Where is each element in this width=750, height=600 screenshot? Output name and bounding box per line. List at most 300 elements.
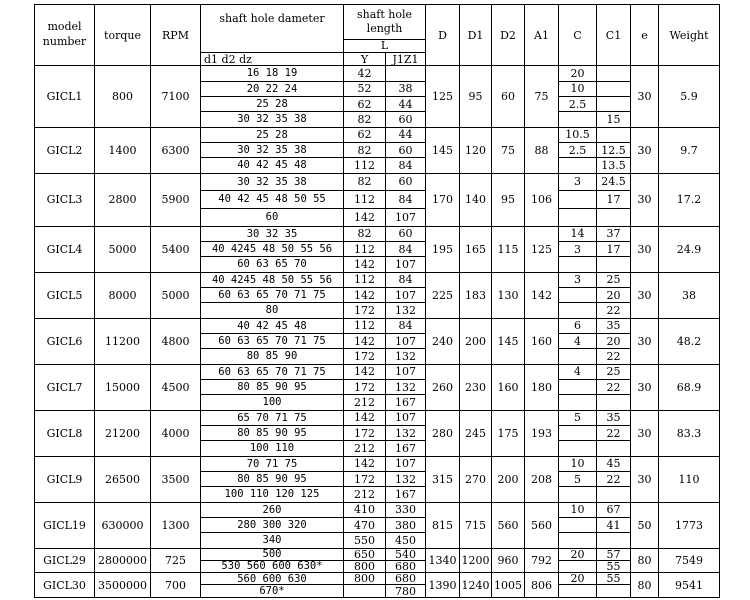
length-J1Z1-cell: 107 xyxy=(386,257,426,272)
table-row xyxy=(35,502,720,517)
D1-cell: 200 xyxy=(460,318,492,364)
header-D: D xyxy=(426,5,460,66)
table-row xyxy=(35,318,720,333)
shaft-diameter-cell: 100 110 120 125 xyxy=(201,487,344,502)
model-cell: GICL7 xyxy=(35,364,95,410)
header-weight: Weight xyxy=(659,5,720,66)
length-J1Z1-cell: 84 xyxy=(386,272,426,287)
length-J1Z1-cell: 60 xyxy=(386,142,426,157)
length-Y-cell: 172 xyxy=(344,425,386,440)
C1-cell: 13.5 xyxy=(597,158,631,173)
A1-cell: 75 xyxy=(525,66,559,127)
C-cell xyxy=(559,395,597,410)
length-J1Z1-cell: 132 xyxy=(386,303,426,318)
shaft-diameter-cell: 25 28 xyxy=(201,96,344,111)
C1-cell xyxy=(597,209,631,227)
length-J1Z1-cell: 132 xyxy=(386,471,426,486)
weight-cell: 24.9 xyxy=(659,226,720,272)
length-Y-cell: 142 xyxy=(344,410,386,425)
model-cell: GICL5 xyxy=(35,272,95,318)
C1-cell: 15 xyxy=(597,112,631,127)
length-Y-cell: 42 xyxy=(344,66,386,81)
table-row xyxy=(35,548,720,560)
length-Y-cell: 172 xyxy=(344,380,386,395)
C-cell: 20 xyxy=(559,548,597,560)
C-cell: 14 xyxy=(559,226,597,241)
length-J1Z1-cell: 84 xyxy=(386,191,426,209)
shaft-diameter-cell: 60 63 65 70 71 75 xyxy=(201,364,344,379)
C1-cell: 35 xyxy=(597,410,631,425)
A1-cell: 125 xyxy=(525,226,559,272)
C-cell: 10 xyxy=(559,81,597,96)
shaft-diameter-cell: 80 85 90 95 xyxy=(201,425,344,440)
model-cell: GICL19 xyxy=(35,502,95,548)
length-Y-cell: 470 xyxy=(344,517,386,532)
shaft-diameter-cell: 670* xyxy=(201,585,344,598)
rpm-cell: 700 xyxy=(151,573,201,598)
C-cell xyxy=(559,487,597,502)
torque-cell: 21200 xyxy=(95,410,151,456)
length-J1Z1-cell: 84 xyxy=(386,318,426,333)
C1-cell: 55 xyxy=(597,560,631,572)
C1-cell: 45 xyxy=(597,456,631,471)
C1-cell xyxy=(597,487,631,502)
e-cell: 80 xyxy=(631,548,659,573)
torque-cell: 1400 xyxy=(95,127,151,173)
shaft-diameter-cell: 30 32 35 xyxy=(201,226,344,241)
C1-cell: 57 xyxy=(597,548,631,560)
e-cell: 80 xyxy=(631,573,659,598)
table-row xyxy=(35,364,720,379)
weight-cell: 9541 xyxy=(659,573,720,598)
C-cell: 5 xyxy=(559,410,597,425)
D-cell: 195 xyxy=(426,226,460,272)
C1-cell: 22 xyxy=(597,425,631,440)
D1-cell: 1200 xyxy=(460,548,492,573)
C1-cell: 67 xyxy=(597,502,631,517)
length-J1Z1-cell: 132 xyxy=(386,380,426,395)
e-cell: 30 xyxy=(631,456,659,502)
weight-cell: 48.2 xyxy=(659,318,720,364)
length-J1Z1-cell: 107 xyxy=(386,456,426,471)
length-J1Z1-cell: 540 xyxy=(386,548,426,560)
D1-cell: 715 xyxy=(460,502,492,548)
D1-cell: 95 xyxy=(460,66,492,127)
torque-cell: 630000 xyxy=(95,502,151,548)
header-D2: D2 xyxy=(492,5,525,66)
shaft-diameter-cell: 80 xyxy=(201,303,344,318)
C-cell xyxy=(559,303,597,318)
torque-cell: 11200 xyxy=(95,318,151,364)
D2-cell: 175 xyxy=(492,410,525,456)
A1-cell: 560 xyxy=(525,502,559,548)
C1-cell xyxy=(597,257,631,272)
C-cell xyxy=(559,158,597,173)
torque-cell: 800 xyxy=(95,66,151,127)
rpm-cell: 5400 xyxy=(151,226,201,272)
C1-cell xyxy=(597,127,631,142)
length-J1Z1-cell: 780 xyxy=(386,585,426,598)
D-cell: 315 xyxy=(426,456,460,502)
C-cell: 3 xyxy=(559,242,597,257)
shaft-diameter-cell: 20 22 24 xyxy=(201,81,344,96)
length-Y-cell: 800 xyxy=(344,573,386,585)
length-Y-cell: 142 xyxy=(344,456,386,471)
length-Y-cell: 82 xyxy=(344,142,386,157)
length-J1Z1-cell: 167 xyxy=(386,395,426,410)
length-J1Z1-cell xyxy=(386,66,426,81)
D-cell: 1340 xyxy=(426,548,460,573)
length-J1Z1-cell: 107 xyxy=(386,288,426,303)
weight-cell: 68.9 xyxy=(659,364,720,410)
C-cell: 20 xyxy=(559,66,597,81)
length-Y-cell: 172 xyxy=(344,303,386,318)
C-cell: 5 xyxy=(559,471,597,486)
C1-cell xyxy=(597,96,631,111)
length-J1Z1-cell: 450 xyxy=(386,533,426,548)
rpm-cell: 4500 xyxy=(151,364,201,410)
C-cell: 3 xyxy=(559,173,597,191)
length-J1Z1-cell: 84 xyxy=(386,158,426,173)
length-Y-cell: 212 xyxy=(344,395,386,410)
length-J1Z1-cell: 107 xyxy=(386,209,426,227)
shaft-diameter-cell: 60 63 65 70 xyxy=(201,257,344,272)
torque-cell: 2800 xyxy=(95,173,151,226)
rpm-cell: 4800 xyxy=(151,318,201,364)
C1-cell: 22 xyxy=(597,471,631,486)
C-cell xyxy=(559,349,597,364)
torque-cell: 3500000 xyxy=(95,573,151,598)
shaft-diameter-cell: 40 42 45 48 xyxy=(201,318,344,333)
length-Y-cell: 112 xyxy=(344,242,386,257)
length-J1Z1-cell: 60 xyxy=(386,173,426,191)
shaft-diameter-cell: 260 xyxy=(201,502,344,517)
length-J1Z1-cell: 107 xyxy=(386,410,426,425)
weight-cell: 38 xyxy=(659,272,720,318)
header-C1: C1 xyxy=(597,5,631,66)
e-cell: 30 xyxy=(631,318,659,364)
header-A1: A1 xyxy=(525,5,559,66)
A1-cell: 180 xyxy=(525,364,559,410)
C1-cell: 22 xyxy=(597,380,631,395)
header-rpm: RPM xyxy=(151,5,201,66)
shaft-diameter-cell: 280 300 320 xyxy=(201,517,344,532)
table-row xyxy=(35,272,720,287)
shaft-diameter-cell: 60 63 65 70 71 75 xyxy=(201,288,344,303)
e-cell: 30 xyxy=(631,272,659,318)
length-J1Z1-cell: 380 xyxy=(386,517,426,532)
header-torque: torque xyxy=(95,5,151,66)
C-cell xyxy=(559,585,597,598)
shaft-diameter-cell: 80 85 90 95 xyxy=(201,471,344,486)
D2-cell: 200 xyxy=(492,456,525,502)
D-cell: 815 xyxy=(426,502,460,548)
C1-cell xyxy=(597,395,631,410)
table-row xyxy=(35,226,720,241)
table-row xyxy=(35,66,720,81)
length-Y-cell: 62 xyxy=(344,127,386,142)
C-cell: 4 xyxy=(559,334,597,349)
D1-cell: 120 xyxy=(460,127,492,173)
length-Y-cell: 112 xyxy=(344,191,386,209)
model-cell: GICL9 xyxy=(35,456,95,502)
torque-cell: 15000 xyxy=(95,364,151,410)
shaft-diameter-cell: 30 32 35 38 xyxy=(201,142,344,157)
C1-cell xyxy=(597,81,631,96)
C1-cell: 25 xyxy=(597,272,631,287)
C-cell xyxy=(559,288,597,303)
shaft-diameter-cell: 25 28 xyxy=(201,127,344,142)
length-Y-cell: 82 xyxy=(344,173,386,191)
header-D1: D1 xyxy=(460,5,492,66)
torque-cell: 5000 xyxy=(95,226,151,272)
model-cell: GICL3 xyxy=(35,173,95,226)
torque-cell: 2800000 xyxy=(95,548,151,573)
e-cell: 30 xyxy=(631,127,659,173)
e-cell: 30 xyxy=(631,173,659,226)
length-J1Z1-cell: 60 xyxy=(386,112,426,127)
model-cell: GICL1 xyxy=(35,66,95,127)
C1-cell: 22 xyxy=(597,349,631,364)
length-J1Z1-cell: 680 xyxy=(386,573,426,585)
C1-cell: 25 xyxy=(597,364,631,379)
C-cell xyxy=(559,380,597,395)
C1-cell: 20 xyxy=(597,288,631,303)
shaft-diameter-cell: 60 xyxy=(201,209,344,227)
shaft-diameter-cell: 30 32 35 38 xyxy=(201,112,344,127)
shaft-diameter-cell: 40 4245 48 50 55 56 xyxy=(201,242,344,257)
D1-cell: 245 xyxy=(460,410,492,456)
D1-cell: 270 xyxy=(460,456,492,502)
C-cell: 2.5 xyxy=(559,142,597,157)
length-Y-cell: 112 xyxy=(344,272,386,287)
C-cell: 6 xyxy=(559,318,597,333)
length-J1Z1-cell: 680 xyxy=(386,560,426,572)
length-J1Z1-cell: 44 xyxy=(386,127,426,142)
model-cell: GICL8 xyxy=(35,410,95,456)
C1-cell: 12.5 xyxy=(597,142,631,157)
D2-cell: 160 xyxy=(492,364,525,410)
shaft-diameter-cell: 40 42 45 48 xyxy=(201,158,344,173)
shaft-diameter-cell: 340 xyxy=(201,533,344,548)
C1-cell xyxy=(597,66,631,81)
D-cell: 260 xyxy=(426,364,460,410)
C1-cell xyxy=(597,441,631,456)
header-J1Z1: J1Z1 xyxy=(386,53,426,66)
length-J1Z1-cell: 107 xyxy=(386,364,426,379)
rpm-cell: 725 xyxy=(151,548,201,573)
model-cell: GICL6 xyxy=(35,318,95,364)
length-Y-cell: 212 xyxy=(344,441,386,456)
D-cell: 280 xyxy=(426,410,460,456)
length-Y-cell: 142 xyxy=(344,209,386,227)
e-cell: 30 xyxy=(631,410,659,456)
D-cell: 125 xyxy=(426,66,460,127)
length-J1Z1-cell: 132 xyxy=(386,349,426,364)
e-cell: 30 xyxy=(631,226,659,272)
D2-cell: 75 xyxy=(492,127,525,173)
D-cell: 145 xyxy=(426,127,460,173)
shaft-diameter-cell: 65 70 71 75 xyxy=(201,410,344,425)
D2-cell: 130 xyxy=(492,272,525,318)
length-Y-cell: 62 xyxy=(344,96,386,111)
e-cell: 50 xyxy=(631,502,659,548)
shaft-diameter-cell: 16 18 19 xyxy=(201,66,344,81)
header-L: L xyxy=(344,39,426,52)
C1-cell: 55 xyxy=(597,573,631,585)
length-J1Z1-cell: 167 xyxy=(386,487,426,502)
length-J1Z1-cell: 167 xyxy=(386,441,426,456)
D1-cell: 183 xyxy=(460,272,492,318)
shaft-diameter-cell: 30 32 35 38 xyxy=(201,173,344,191)
C1-cell xyxy=(597,533,631,548)
C-cell: 20 xyxy=(559,573,597,585)
length-Y-cell: 410 xyxy=(344,502,386,517)
model-cell: GICL29 xyxy=(35,548,95,573)
C1-cell: 41 xyxy=(597,517,631,532)
shaft-diameter-cell: 560 600 630 xyxy=(201,573,344,585)
C-cell: 2.5 xyxy=(559,96,597,111)
e-cell: 30 xyxy=(631,364,659,410)
C-cell xyxy=(559,112,597,127)
header-d-subcols: d1 d2 dz xyxy=(201,53,344,66)
rpm-cell: 5000 xyxy=(151,272,201,318)
model-cell: GICL30 xyxy=(35,573,95,598)
coupling-spec-table xyxy=(34,4,720,598)
length-Y-cell: 212 xyxy=(344,487,386,502)
length-Y-cell: 142 xyxy=(344,334,386,349)
D2-cell: 145 xyxy=(492,318,525,364)
length-Y-cell: 112 xyxy=(344,318,386,333)
length-Y-cell: 112 xyxy=(344,158,386,173)
rpm-cell: 4000 xyxy=(151,410,201,456)
length-J1Z1-cell: 132 xyxy=(386,425,426,440)
C1-cell xyxy=(597,585,631,598)
D1-cell: 1240 xyxy=(460,573,492,598)
A1-cell: 208 xyxy=(525,456,559,502)
A1-cell: 142 xyxy=(525,272,559,318)
C-cell: 10.5 xyxy=(559,127,597,142)
D2-cell: 95 xyxy=(492,173,525,226)
C1-cell: 35 xyxy=(597,318,631,333)
shaft-diameter-cell: 80 85 90 xyxy=(201,349,344,364)
header-shaft-diameter: shaft hole dameter xyxy=(201,5,344,53)
C1-cell: 17 xyxy=(597,191,631,209)
C-cell xyxy=(559,533,597,548)
rpm-cell: 3500 xyxy=(151,456,201,502)
shaft-diameter-cell: 40 4245 48 50 55 56 xyxy=(201,272,344,287)
length-Y-cell: 550 xyxy=(344,533,386,548)
weight-cell: 9.7 xyxy=(659,127,720,173)
torque-cell: 8000 xyxy=(95,272,151,318)
C-cell xyxy=(559,517,597,532)
C1-cell: 17 xyxy=(597,242,631,257)
length-J1Z1-cell: 84 xyxy=(386,242,426,257)
length-Y-cell: 142 xyxy=(344,364,386,379)
torque-cell: 26500 xyxy=(95,456,151,502)
length-J1Z1-cell: 60 xyxy=(386,226,426,241)
length-J1Z1-cell: 38 xyxy=(386,81,426,96)
C-cell xyxy=(559,209,597,227)
table-row xyxy=(35,456,720,471)
D1-cell: 230 xyxy=(460,364,492,410)
A1-cell: 106 xyxy=(525,173,559,226)
D2-cell: 560 xyxy=(492,502,525,548)
C-cell xyxy=(559,441,597,456)
length-J1Z1-cell: 107 xyxy=(386,334,426,349)
D1-cell: 140 xyxy=(460,173,492,226)
header-Y: Y xyxy=(344,53,386,66)
rpm-cell: 5900 xyxy=(151,173,201,226)
length-Y-cell: 52 xyxy=(344,81,386,96)
D2-cell: 60 xyxy=(492,66,525,127)
A1-cell: 88 xyxy=(525,127,559,173)
C1-cell: 20 xyxy=(597,334,631,349)
C-cell: 4 xyxy=(559,364,597,379)
D2-cell: 960 xyxy=(492,548,525,573)
header-e: e xyxy=(631,5,659,66)
C-cell xyxy=(559,191,597,209)
weight-cell: 7549 xyxy=(659,548,720,573)
C-cell: 3 xyxy=(559,272,597,287)
header-C: C xyxy=(559,5,597,66)
C-cell xyxy=(559,257,597,272)
length-Y-cell: 82 xyxy=(344,112,386,127)
e-cell: 30 xyxy=(631,66,659,127)
table-row xyxy=(35,573,720,585)
shaft-diameter-cell: 530 560 600 630* xyxy=(201,560,344,572)
model-cell: GICL4 xyxy=(35,226,95,272)
D2-cell: 1005 xyxy=(492,573,525,598)
shaft-diameter-cell: 70 71 75 xyxy=(201,456,344,471)
table-row xyxy=(35,410,720,425)
D2-cell: 115 xyxy=(492,226,525,272)
rpm-cell: 7100 xyxy=(151,66,201,127)
shaft-diameter-cell: 100 xyxy=(201,395,344,410)
C-cell xyxy=(559,425,597,440)
weight-cell: 110 xyxy=(659,456,720,502)
C1-cell: 37 xyxy=(597,226,631,241)
shaft-diameter-cell: 60 63 65 70 71 75 xyxy=(201,334,344,349)
header-shaft-length: shaft hole length xyxy=(344,5,426,40)
shaft-diameter-cell: 500 xyxy=(201,548,344,560)
A1-cell: 792 xyxy=(525,548,559,573)
A1-cell: 806 xyxy=(525,573,559,598)
D-cell: 1390 xyxy=(426,573,460,598)
C-cell: 10 xyxy=(559,456,597,471)
table-row xyxy=(35,173,720,191)
weight-cell: 5.9 xyxy=(659,66,720,127)
length-J1Z1-cell: 330 xyxy=(386,502,426,517)
D-cell: 170 xyxy=(426,173,460,226)
C1-cell: 22 xyxy=(597,303,631,318)
shaft-diameter-cell: 80 85 90 95 xyxy=(201,380,344,395)
length-Y-cell: 142 xyxy=(344,257,386,272)
length-Y-cell: 172 xyxy=(344,349,386,364)
D-cell: 225 xyxy=(426,272,460,318)
length-Y-cell xyxy=(344,585,386,598)
A1-cell: 160 xyxy=(525,318,559,364)
length-Y-cell: 172 xyxy=(344,471,386,486)
length-J1Z1-cell: 44 xyxy=(386,96,426,111)
C1-cell: 24.5 xyxy=(597,173,631,191)
length-Y-cell: 82 xyxy=(344,226,386,241)
weight-cell: 83.3 xyxy=(659,410,720,456)
shaft-diameter-cell: 40 42 45 48 50 55 xyxy=(201,191,344,209)
C-cell: 10 xyxy=(559,502,597,517)
rpm-cell: 1300 xyxy=(151,502,201,548)
A1-cell: 193 xyxy=(525,410,559,456)
